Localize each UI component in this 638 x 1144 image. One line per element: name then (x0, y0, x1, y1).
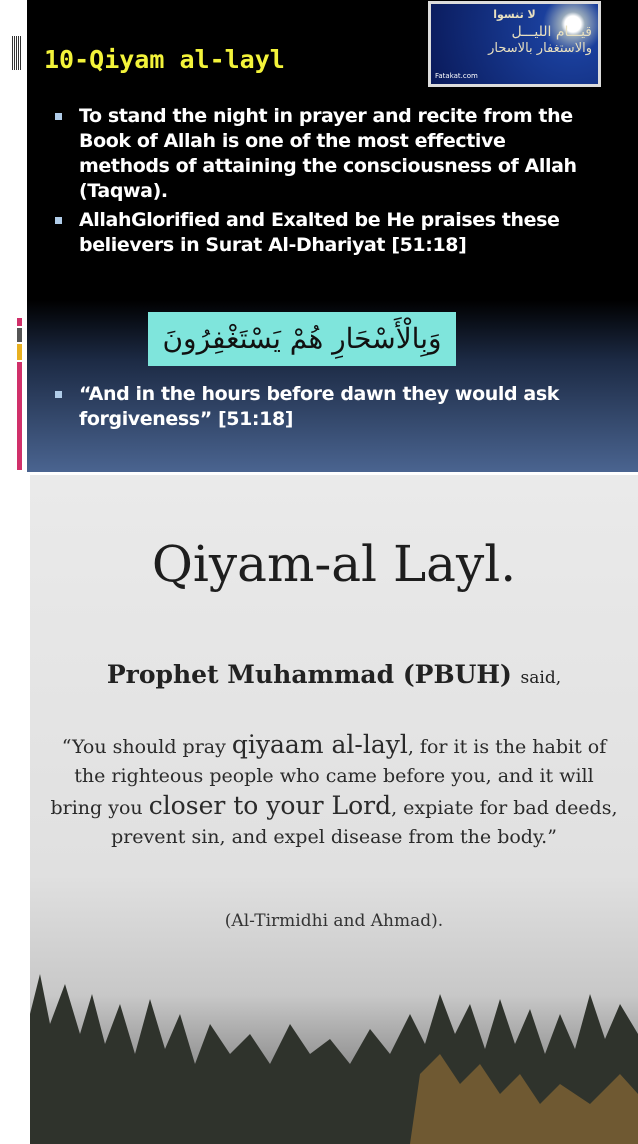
logo-text: والاستغفار بالاسحار (488, 41, 592, 56)
logo-text: لا تنسوا (493, 8, 536, 21)
quote-text: “You should pray (61, 736, 232, 758)
bullet-list (51, 382, 591, 436)
bullet-item: To stand the night in prayer and recite from the Book of Allah is one of the most effective methods of attaining the consciousness of Allah (Taqwa). (51, 104, 591, 204)
decorative-bar (17, 318, 22, 326)
hadith-source: (Al-Tirmidhi and Ahmad). (224, 911, 444, 931)
logo-site: Fatakat.com (435, 72, 478, 80)
slide-title: 10-Qiyam al-layl (44, 45, 285, 74)
bullet-list (51, 104, 591, 262)
decorative-bar (17, 328, 22, 342)
quote-text: , expiate for bad deeds, prevent sin, and expel disease from the body.” (111, 797, 618, 848)
logo-image (428, 1, 601, 87)
logo-text: قيـــام الليـــل (511, 24, 592, 40)
poster-title: Qiyam-al Layl. (151, 535, 517, 593)
bullet-item: AllahGlorified and Exalted be He praises these believers in Surat Al-Dhariyat [51:18] (51, 208, 591, 258)
poster-speaker (30, 660, 638, 689)
quote-emphasis: closer to your Lord (148, 791, 392, 820)
bullet-item: “And in the hours before dawn they would ask forgiveness” [51:18] (51, 382, 591, 432)
decorative-stripes (12, 36, 22, 70)
speaker-name: Prophet Muhammad (PBUH) (106, 660, 512, 689)
quote-text: , for it is the habit of the righteous people who came before you, and it will bring you (50, 736, 607, 819)
decorative-bar (17, 344, 22, 360)
poster-image (30, 475, 638, 1144)
forest-trees (30, 954, 638, 1144)
said-text: said, (520, 668, 562, 688)
quote-emphasis: qiyaam al-layl (231, 730, 408, 759)
hadith-quote (50, 730, 618, 852)
quran-verse: وَبِالْأَسْحَارِ هُمْ يَسْتَغْفِرُونَ (148, 312, 456, 366)
decorative-bar (17, 362, 22, 470)
